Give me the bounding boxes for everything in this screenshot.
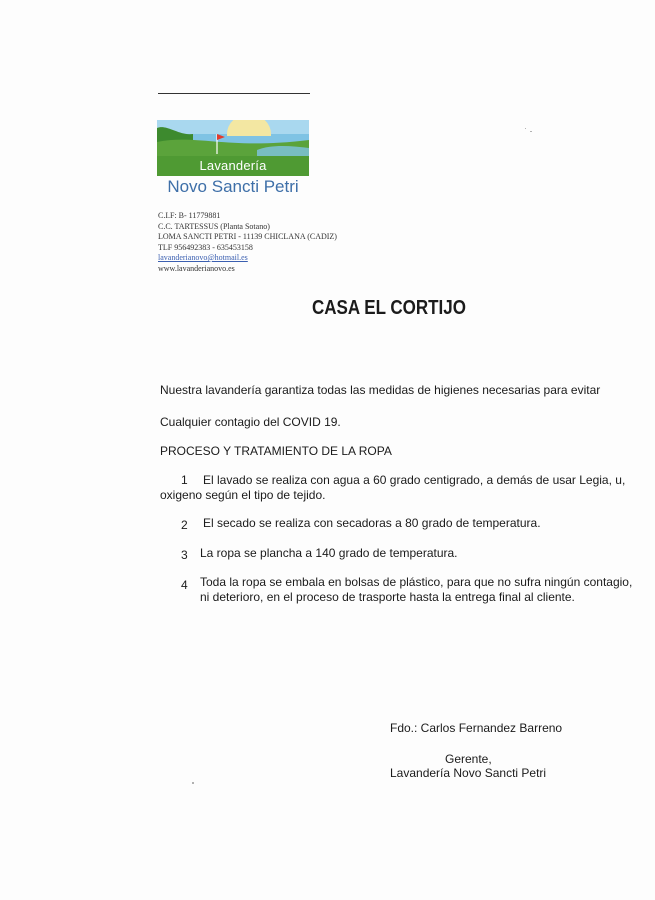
step-2-number: 2 xyxy=(181,518,188,532)
step-1-line-2: oxigeno según el tipo de tejido. xyxy=(160,488,326,502)
intro-line-2: Cualquier contagio del COVID 19. xyxy=(160,415,341,429)
logo-brand-location: Novo Sancti Petri xyxy=(167,177,299,196)
step-4-line-2: ni deterioro, en el proceso de trasporte hasta la entrega final al cliente. xyxy=(200,590,575,604)
contact-block xyxy=(158,211,337,274)
step-4-number: 4 xyxy=(181,578,188,592)
logo-brand-name: Lavandería xyxy=(199,158,267,173)
scan-speck xyxy=(192,782,194,784)
contact-address-1: C.C. TARTESSUS (Planta Sotano) xyxy=(158,221,270,231)
step-2-line-1: El secado se realiza con secadoras a 80 grado de temperatura. xyxy=(203,516,541,530)
contact-email-link[interactable]: lavanderianovo@hotmail.es xyxy=(158,253,248,262)
scan-speck xyxy=(530,131,532,132)
contact-web: www.lavanderianovo.es xyxy=(158,263,235,273)
step-3-line-1: La ropa se plancha a 140 grado de temperatura. xyxy=(200,546,458,560)
step-1-line-1: El lavado se realiza con agua a 60 grado centigrado, a demás de usar Legia, u, xyxy=(203,473,626,487)
signature-name: Fdo.: Carlos Fernandez Barreno xyxy=(390,721,563,735)
signature-role: Gerente, xyxy=(445,752,492,766)
top-rule xyxy=(158,93,310,94)
document-title: CASA EL CORTIJO xyxy=(312,297,466,319)
contact-address-2: LOMA SANCTI PETRI - 11139 CHICLANA (CADIZ) xyxy=(158,232,337,241)
step-1-number: 1 xyxy=(181,473,188,487)
section-heading: PROCESO Y TRATAMIENTO DE LA ROPA xyxy=(160,444,392,458)
intro-line-1: Nuestra lavandería garantiza todas las medidas de higienes necesarias para evitar xyxy=(160,383,601,397)
contact-phone: TLF 956492383 - 635453158 xyxy=(158,242,253,252)
company-logo xyxy=(157,120,309,200)
scan-speck xyxy=(525,128,526,129)
signature-company: Lavandería Novo Sancti Petri xyxy=(390,766,547,780)
contact-cif: C.I.F: B- 11779881 xyxy=(158,211,221,220)
step-3-number: 3 xyxy=(181,548,188,562)
step-4-line-1: Toda la ropa se embala en bolsas de plástico, para que no sufra ningún contagio, xyxy=(200,575,633,589)
logo-sun xyxy=(227,120,271,136)
